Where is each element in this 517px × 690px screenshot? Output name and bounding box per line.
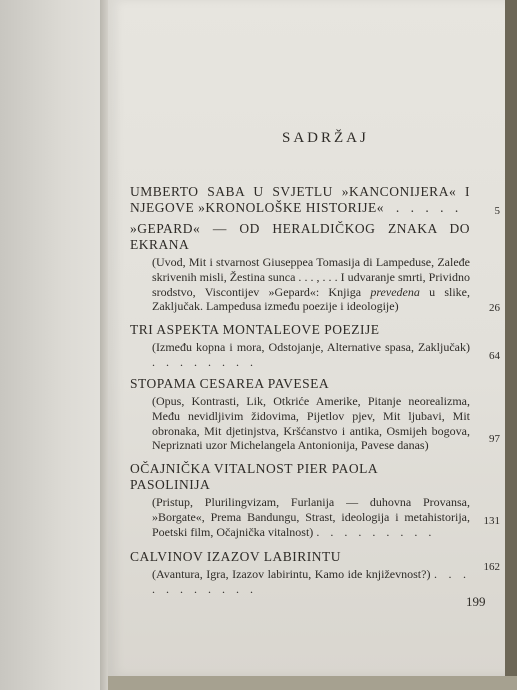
toc-entry-title: »GEPARD« — OD HERALDIČKOG ZNAKA DO [130, 221, 470, 236]
leader-dots: . . . . . . . . [152, 354, 257, 369]
toc-entry-description: (Pristup, Plurilingvizam, Furlanija — duhovna Provansa, »Borgate«, Prema Bandungu, Strast, ideologija i metahistorija, Poetski film, Očajnička vitalnost) . . . . . . . . . [152, 495, 470, 539]
page-number: 199 [466, 594, 486, 609]
toc-page-number: 5 [494, 205, 500, 217]
toc-page-number: 131 [483, 515, 500, 527]
toc-entry [130, 376, 470, 453]
toc-entry [130, 184, 470, 216]
toc-page-number: 64 [489, 350, 500, 362]
toc-entry-title: STOPAMA CESAREA PAVESEA [130, 376, 330, 391]
toc-entry-title: OČAJNIČKA VITALNOST PIER PAOLA [130, 461, 379, 476]
toc-entry-title: CALVINOV IZAZOV LABIRINTU [130, 549, 341, 564]
toc-entry-description: (Opus, Kontrasti, Lik, Otkriće Amerike, Pitanje neorealizma, Među nevidljivim židovima, Pijetlov pjev, Mit ljubavi, Mit obronaka, Mit djetinjstva, Kršćanstvo i antika, Osmijeh bogova, Nepriznati uzor Michelangela Antonionija, Pavese danas) [152, 394, 470, 453]
toc-page-number: 26 [489, 302, 500, 314]
toc-entry-title-cont: NJEGOVE »KRONOLOŠKE HISTORIJE« [130, 200, 384, 215]
toc-entry [130, 322, 470, 370]
toc-entry [130, 221, 470, 314]
toc-entry-description: (Uvod, Mit i stvarnost Giuseppea Tomasija di Lampeduse, Zaleđe skrivenih misli, Žestina sunca . . . , . . . I udvaranje smrti, Prividno srodstvo, Viscontijev »Gepard«: Knjiga prevedena u slike, Zaključak. Lampedusa između poezije i ideologije) [152, 255, 470, 314]
leader-dots: . . . . . [395, 200, 463, 215]
toc-entry-title-cont: EKRANA [130, 237, 190, 252]
left-page [0, 0, 104, 690]
toc-entry-title: UMBERTO SABA U SVJETLU »KANCONIJERA« I [130, 184, 470, 199]
page-title: SADRŽAJ [282, 130, 369, 146]
leader-dots: . . . . . . . . . . . [152, 567, 471, 596]
toc-page-number: 162 [483, 561, 500, 573]
toc-entry-description: (Između kopna i mora, Odstojanje, Alternative spasa, Zaključak) . . . . . . . . [152, 340, 470, 369]
toc-entry-title-cont: PASOLINIJA [130, 477, 211, 492]
page-edge [505, 0, 517, 690]
toc-entry-description: (Avantura, Igra, Izazov labirintu, Kamo ide književnost?) . . . . . . . . . . . [152, 567, 471, 596]
toc-entry [130, 549, 470, 597]
toc-page-number: 97 [489, 433, 500, 445]
leader-dots: . . . . . . . . . [316, 524, 436, 539]
toc-entry-title: TRI ASPEKTA MONTALEOVE POEZIJE [130, 322, 380, 337]
page-bottom-edge [108, 676, 517, 690]
toc-entry [130, 461, 470, 539]
